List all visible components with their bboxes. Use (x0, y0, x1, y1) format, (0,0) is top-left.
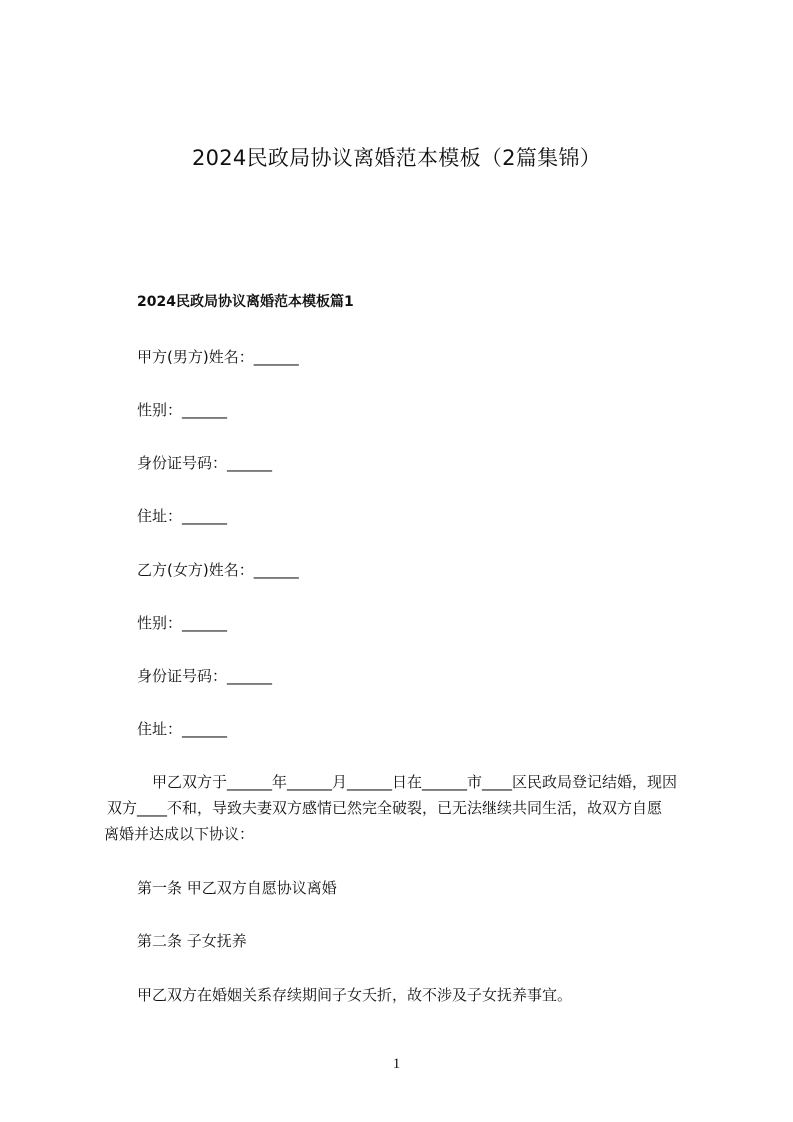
field-party-a-address: 住址：______ (137, 507, 228, 525)
field-party-b-gender: 性别：______ (137, 614, 228, 632)
marriage-statement-paragraph (104, 769, 702, 847)
field-party-b-address: 住址：______ (137, 720, 228, 738)
article-2-text: 甲乙双方在婚姻关系存续期间子女夭折，故不涉及子女抚养事宜。 (137, 986, 573, 1004)
paragraph-line: 甲乙双方于______年______月______日在______市____区民政局登记结婚，现因 (137, 773, 678, 791)
field-party-a-name: 甲方(男方)姓名：______ (137, 348, 299, 366)
article-2-heading: 第二条 子女抚养 (137, 932, 247, 950)
section-heading: 2024民政局协议离婚范本模板篇1 (137, 294, 354, 310)
field-party-a-gender: 性别：______ (137, 401, 228, 419)
paragraph-line: 离婚并达成以下协议： (104, 825, 255, 843)
document-title: 2024民政局协议离婚范本模板（2篇集锦） (191, 146, 602, 170)
paragraph-line: 双方____不和，导致夫妻双方感情已然完全破裂，已无法继续共同生活，故双方自愿 (107, 799, 663, 817)
field-party-b-id: 身份证号码：______ (137, 667, 273, 685)
field-party-b-name: 乙方(女方)姓名：______ (137, 561, 299, 579)
page-number: 1 (392, 1056, 401, 1072)
article-1: 第一条 甲乙双方自愿协议离婚 (137, 879, 337, 897)
field-party-a-id: 身份证号码：______ (137, 454, 273, 472)
